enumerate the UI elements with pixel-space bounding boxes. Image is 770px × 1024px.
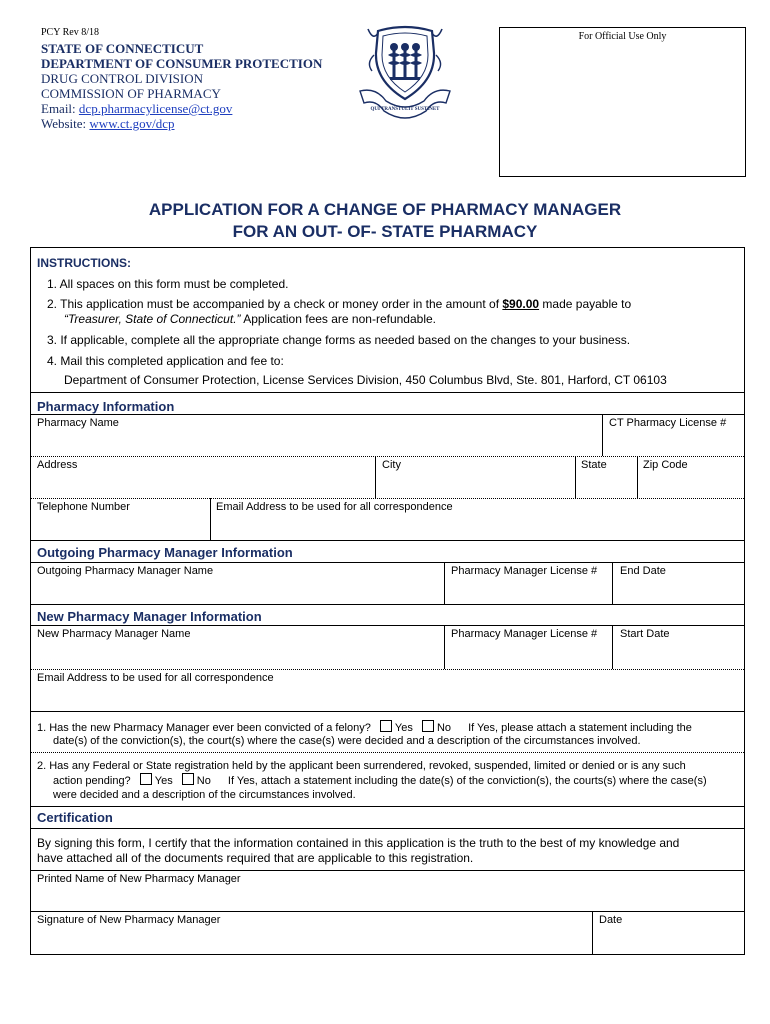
state-name: STATE OF CONNECTICUT bbox=[41, 41, 204, 56]
divider bbox=[31, 498, 744, 499]
mailing-address: Department of Consumer Protection, License Services Division, 450 Columbus Blvd, Ste. 801, Harford, CT 06103 bbox=[64, 373, 667, 387]
outgoing-section-heading: Outgoing Pharmacy Manager Information bbox=[37, 545, 293, 560]
official-use-label: For Official Use Only bbox=[578, 31, 667, 42]
signature-field[interactable]: Signature of New Pharmacy Manager bbox=[37, 914, 221, 926]
instruction-2-tail: made payable to bbox=[542, 297, 632, 311]
city-field[interactable]: City bbox=[382, 459, 401, 471]
divider bbox=[612, 562, 613, 604]
new-manager-name-field[interactable]: New Pharmacy Manager Name bbox=[37, 628, 191, 640]
pharmacy-email-field[interactable]: Email Address to be used for all correspondence bbox=[216, 501, 453, 513]
division-name: DRUG CONTROL DIVISION bbox=[41, 71, 204, 86]
divider bbox=[602, 414, 603, 456]
divider bbox=[31, 870, 744, 871]
divider bbox=[31, 540, 744, 541]
question-1-text: 1. Has the new Pharmacy Manager ever been convicted of a felony? bbox=[37, 722, 371, 734]
divider bbox=[575, 456, 576, 498]
website-link[interactable]: www.ct.gov/dcp bbox=[89, 116, 175, 131]
website-line bbox=[41, 116, 322, 131]
certification-heading: Certification bbox=[37, 810, 113, 825]
question-1-instruction: If Yes, please attach a statement including the bbox=[468, 722, 692, 734]
certification-text-2: have attached all of the documents required that are applicable to this registration. bbox=[37, 851, 474, 865]
divider bbox=[637, 456, 638, 498]
q2-yes-checkbox[interactable] bbox=[140, 773, 152, 785]
telephone-field[interactable]: Telephone Number bbox=[37, 501, 130, 513]
q2-yes-label: Yes bbox=[154, 775, 173, 787]
new-manager-email-field[interactable]: Email Address to be used for all correspondence bbox=[37, 672, 274, 684]
divider bbox=[31, 562, 744, 563]
outgoing-manager-name-field[interactable]: Outgoing Pharmacy Manager Name bbox=[37, 565, 214, 577]
question-2-text: action pending? bbox=[53, 775, 131, 787]
department-name: DEPARTMENT OF CONSUMER PROTECTION bbox=[41, 56, 323, 71]
instruction-1: 1. All spaces on this form must be completed. bbox=[47, 277, 289, 291]
instruction-3: 3. If applicable, complete all the appropriate change forms as needed based on the changes to your business. bbox=[47, 333, 631, 347]
divider bbox=[31, 669, 744, 670]
divider bbox=[31, 392, 744, 393]
fee-note: Application fees are non-refundable. bbox=[243, 312, 436, 326]
q1-no-label: No bbox=[436, 722, 451, 734]
signature-date-field[interactable]: Date bbox=[599, 914, 623, 926]
website-label: Website: bbox=[41, 116, 87, 131]
instructions-heading: INSTRUCTIONS: bbox=[37, 256, 131, 270]
svg-text:QUI TRANSTULIT SUSTINET: QUI TRANSTULIT SUSTINET bbox=[370, 107, 440, 112]
start-date-field[interactable]: Start Date bbox=[620, 628, 670, 640]
q2-no-checkbox[interactable] bbox=[182, 773, 194, 785]
divider bbox=[375, 456, 376, 498]
new-license-field[interactable]: Pharmacy Manager License # bbox=[451, 628, 598, 640]
instruction-4: 4. Mail this completed application and fee to: bbox=[47, 354, 284, 368]
pharmacy-name-field[interactable]: Pharmacy Name bbox=[37, 417, 119, 429]
divider bbox=[31, 414, 744, 415]
pharmacy-section-heading: Pharmacy Information bbox=[37, 399, 175, 414]
end-date-field[interactable]: End Date bbox=[620, 565, 666, 577]
new-manager-section-heading: New Pharmacy Manager Information bbox=[37, 609, 262, 624]
outgoing-license-field[interactable]: Pharmacy Manager License # bbox=[451, 565, 598, 577]
question-2-instruction: If Yes, attach a statement including the date(s) of the conviction(s), the courts(s) where the case(s) bbox=[227, 775, 707, 787]
email-line bbox=[41, 101, 322, 116]
application-form bbox=[30, 247, 745, 955]
form-title bbox=[0, 199, 770, 243]
instruction-2 bbox=[47, 297, 631, 312]
agency-block bbox=[41, 41, 322, 131]
payee-name: “Treasurer, State of Connecticut.” bbox=[64, 312, 241, 326]
q1-no-checkbox[interactable] bbox=[422, 720, 434, 732]
divider bbox=[31, 604, 744, 605]
title-line-1: APPLICATION FOR A CHANGE OF PHARMACY MANAGER bbox=[148, 200, 622, 219]
question-1-line-2: date(s) of the conviction(s), the court(s) where the case(s) were decided and a description of the circumstances involved. bbox=[53, 735, 641, 747]
divider bbox=[31, 752, 744, 753]
state-field[interactable]: State bbox=[581, 459, 607, 471]
form-revision: PCY Rev 8/18 bbox=[41, 27, 99, 38]
question-2-line-1: 2. Has any Federal or State registration held by the applicant been surrendered, revoked, suspended, limited or denied or is any such bbox=[37, 760, 686, 772]
printed-name-field[interactable]: Printed Name of New Pharmacy Manager bbox=[37, 873, 241, 885]
question-2-line-3: were decided and a description of the circumstances involved. bbox=[53, 789, 356, 801]
official-use-box bbox=[499, 27, 746, 177]
divider bbox=[444, 562, 445, 604]
email-link[interactable]: dcp.pharmacylicense@ct.gov bbox=[78, 101, 233, 116]
divider bbox=[444, 625, 445, 669]
question-2-line-2 bbox=[53, 773, 707, 788]
title-line-2: FOR AN OUT- OF- STATE PHARMACY bbox=[232, 222, 538, 241]
instruction-2-text: 2. This application must be accompanied by a check or money order in the amount of bbox=[47, 297, 500, 311]
address-field[interactable]: Address bbox=[37, 459, 78, 471]
instruction-2-payee bbox=[64, 312, 436, 327]
zip-field[interactable]: Zip Code bbox=[643, 459, 688, 471]
divider bbox=[31, 711, 744, 712]
q1-yes-label: Yes bbox=[394, 722, 413, 734]
divider bbox=[31, 625, 744, 626]
q1-yes-checkbox[interactable] bbox=[380, 720, 392, 732]
divider bbox=[31, 828, 744, 829]
certification-text-1: By signing this form, I certify that the information contained in this application is the truth to the best of my knowledge and bbox=[37, 836, 680, 850]
divider bbox=[210, 498, 211, 540]
q2-no-label: No bbox=[196, 775, 211, 787]
divider bbox=[592, 911, 593, 955]
ct-license-field[interactable]: CT Pharmacy License # bbox=[609, 417, 727, 429]
state-seal-icon bbox=[350, 25, 460, 120]
divider bbox=[612, 625, 613, 669]
email-label: Email: bbox=[41, 101, 76, 116]
commission-name: COMMISSION OF PHARMACY bbox=[41, 86, 221, 101]
question-1 bbox=[37, 720, 692, 735]
divider bbox=[31, 911, 744, 912]
divider bbox=[31, 806, 744, 807]
fee-amount: $90.00 bbox=[502, 297, 540, 311]
